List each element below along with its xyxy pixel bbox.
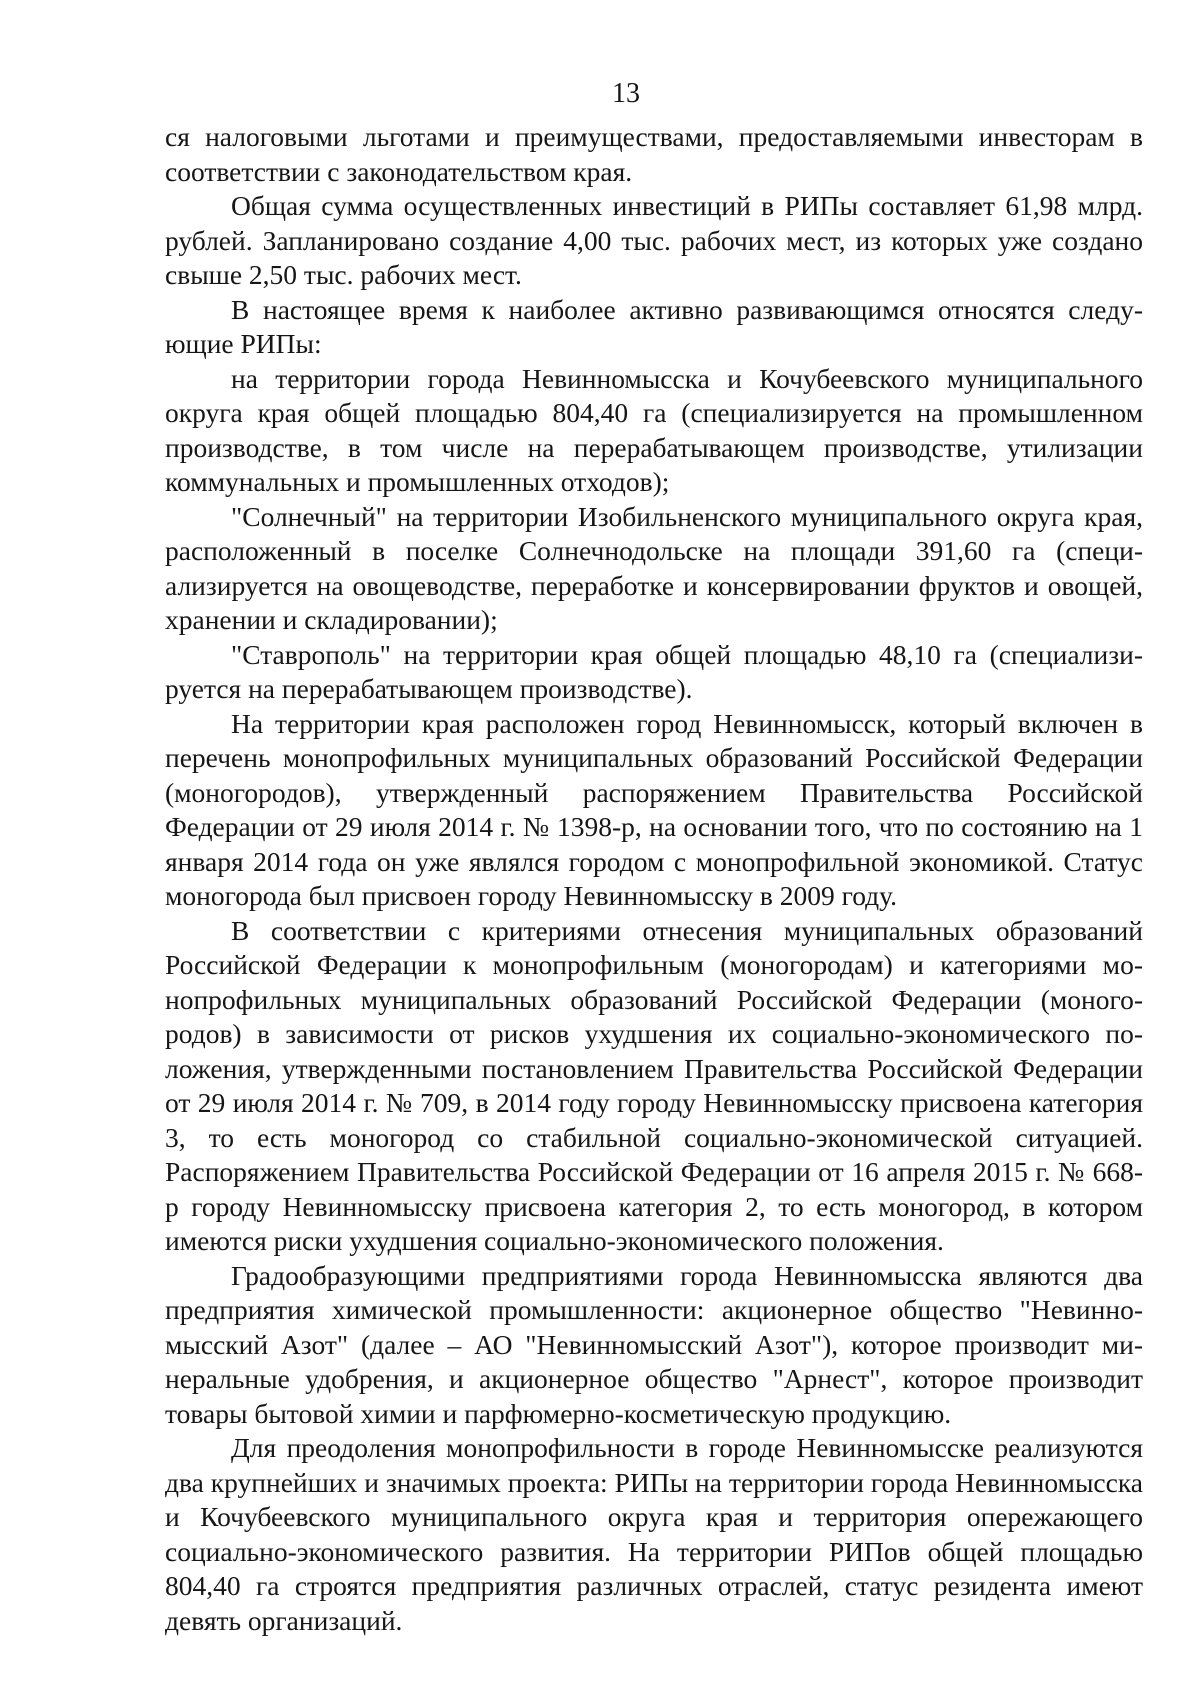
list-item: "Солнечный" на территории Изобильненского муниципального округа края, расположенный в поселке Солнечнодольске на площади 391,60 га (специализируется на овощеводстве, переработке и консервировании фруктов и овощей, хранении и складировании); [165,500,1143,635]
list-item: "Ставрополь" на территории края общей площадью 48,10 га (специализируется на перерабатывающем производстве). [165,638,1143,704]
page-number: 13 [612,78,640,109]
paragraph: В соответствии с критериями отнесения муниципальных образований Российской Федерации к монопрофильным (моногородам) и категориями монопрофильных муниципальных образований Российской Федерации (моногородов) в зависимости от рисков ухудшения их социально-экономического положения, утвержденными постановлением Правительства Российской Федерации от 29 июля 2014 г. № 709, в 2014 году городу Невинномысску присвоена категория 3, то есть моногород со стабильной социально-экономической ситуацией. Распоряжением Правительства Российской Федерации от 16 апреля 2015 г. № 668-р городу Невинномысску присвоена категория 2, то есть моногород, в котором имеются риски ухудшения социально-экономического положения. [165,914,1143,1256]
paragraph: Градообразующими предприятиями города Невинномысска являются два предприятия химической промышленности: акционерное общество "Невинномысский Азот" (далее – АО "Невинномысский Азот"), которое производит минеральные удобрения, и акционерное общество "Арнест", которое производит товары бытовой химии и парфюмерно-косметическую продукцию. [165,1259,1143,1429]
document-body [165,120,1143,1638]
paragraph: В настоящее время к наиболее активно развивающимся относятся следующие РИПы: [165,293,1143,359]
paragraph: Общая сумма осуществленных инвестиций в РИПы составляет 61,98 млрд. рублей. Запланировано создание 4,00 тыс. рабочих мест, из которых уже создано свыше 2,50 тыс. рабочих мест. [165,190,1143,290]
paragraph: ся налоговыми льготами и преимуществами, предоставляемыми инвесторам в соответствии с законодательством края. [165,121,1143,187]
paragraph: На территории края расположен город Невинномысск, который включен в перечень монопрофильных муниципальных образований Российской Федерации (моногородов), утвержденный распоряжением Правительства Российской Федерации от 29 июля 2014 г. № 1398-р, на основании того, что по состоянию на 1 января 2014 года он уже являлся городом с монопрофильной экономикой. Статус моногорода был присвоен городу Невинномысску в 2009 году. [165,707,1143,911]
paragraph: Для преодоления монопрофильности в городе Невинномысске реализуются два крупнейших и значимых проекта: РИПы на территории города Невинномысска и Кочубеевского муниципального округа края и территория опережающего социально-экономического развития. На территории РИПов общей площадью 804,40 га строятся предприятия различных отраслей, статус резидента имеют девять организаций. [165,1432,1143,1636]
list-item: на территории города Невинномысска и Кочубеевского муниципального округа края общей площадью 804,40 га (специализируется на промышленном производстве, в том числе на перерабатывающем производстве, утилизации коммунальных и промышленных отходов); [165,362,1143,497]
